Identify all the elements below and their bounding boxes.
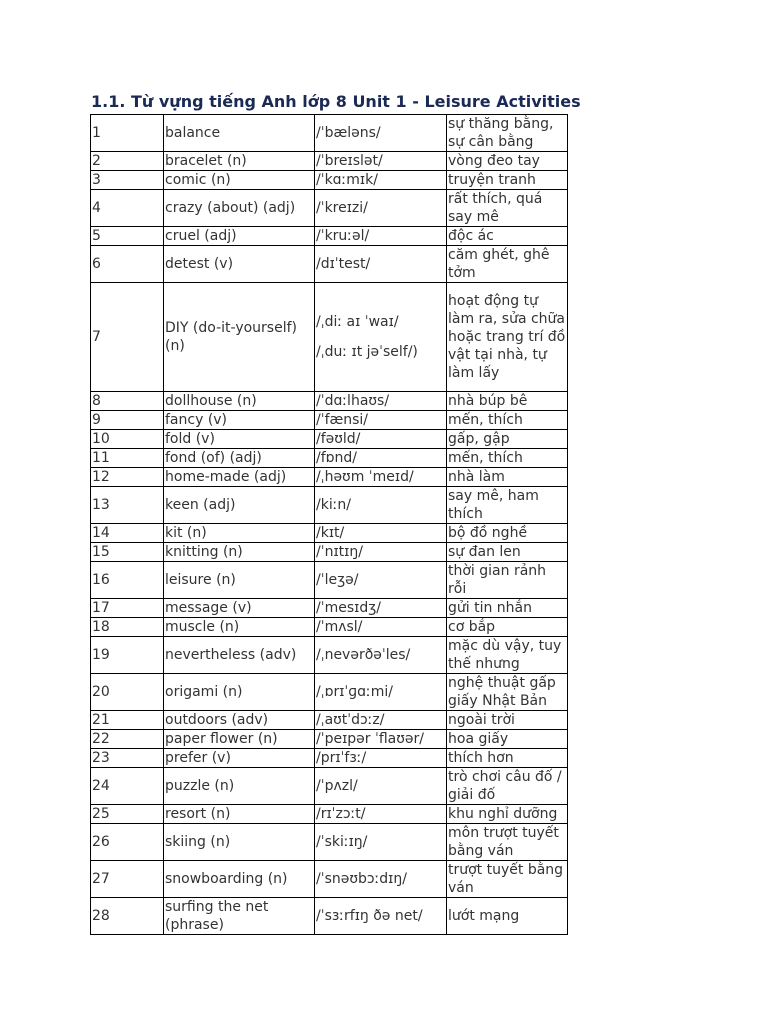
pronunciation-line: /ˌaʊtˈdɔːz/ bbox=[316, 712, 385, 728]
pronunciation-line: /ˈsnəʊbɔːdɪŋ/ bbox=[316, 871, 407, 887]
pronunciation bbox=[315, 543, 447, 562]
row-number: 15 bbox=[91, 543, 164, 562]
meaning: hoa giấy bbox=[447, 730, 568, 749]
table-row bbox=[91, 674, 568, 711]
pronunciation-line: /ˈkɑːmɪk/ bbox=[316, 172, 378, 188]
meaning: hoạt động tự làm ra, sửa chữa hoặc trang trí đồ vật tại nhà, tự làm lấy bbox=[447, 283, 568, 392]
table-row bbox=[91, 246, 568, 283]
pronunciation-line: /ˈfænsi/ bbox=[316, 412, 369, 428]
pronunciation-line: /ˈskiːɪŋ/ bbox=[316, 834, 368, 850]
meaning: mặc dù vậy, tuy thế nhưng bbox=[447, 637, 568, 674]
pronunciation-gap bbox=[316, 331, 445, 343]
row-number: 28 bbox=[91, 898, 164, 935]
pronunciation-line: /ˈmʌsl/ bbox=[316, 619, 363, 635]
pronunciation-line: /ˈnɪtɪŋ/ bbox=[316, 544, 363, 560]
pronunciation bbox=[315, 115, 447, 152]
meaning: độc ác bbox=[447, 227, 568, 246]
pronunciation-line: /ˌhəʊm ˈmeɪd/ bbox=[316, 469, 414, 485]
meaning: trò chơi câu đố / giải đố bbox=[447, 768, 568, 805]
pronunciation bbox=[315, 171, 447, 190]
meaning: gửi tin nhắn bbox=[447, 599, 568, 618]
vocab-word: kit (n) bbox=[164, 524, 315, 543]
vocab-word: dollhouse (n) bbox=[164, 392, 315, 411]
pronunciation bbox=[315, 711, 447, 730]
vocab-word: puzzle (n) bbox=[164, 768, 315, 805]
table-row bbox=[91, 392, 568, 411]
row-number: 21 bbox=[91, 711, 164, 730]
meaning: sự thăng bằng, sự cân bằng bbox=[447, 115, 568, 152]
pronunciation-line: /ˌɒrɪˈɡɑːmi/ bbox=[316, 684, 393, 700]
meaning: truyện tranh bbox=[447, 171, 568, 190]
row-number: 1 bbox=[91, 115, 164, 152]
pronunciation-line: /kiːn/ bbox=[316, 497, 352, 513]
pronunciation bbox=[315, 468, 447, 487]
row-number: 22 bbox=[91, 730, 164, 749]
row-number: 20 bbox=[91, 674, 164, 711]
pronunciation bbox=[315, 599, 447, 618]
table-row bbox=[91, 543, 568, 562]
meaning: mến, thích bbox=[447, 449, 568, 468]
meaning: cơ bắp bbox=[447, 618, 568, 637]
table-row bbox=[91, 190, 568, 227]
pronunciation-line: /ˈdɑːlhaʊs/ bbox=[316, 393, 390, 409]
pronunciation-line: /ˌdiː aɪ ˈwaɪ/ bbox=[316, 314, 399, 330]
pronunciation-line: /rɪˈzɔːt/ bbox=[316, 806, 366, 822]
page-title: 1.1. Từ vựng tiếng Anh lớp 8 Unit 1 - Leisure Activities bbox=[91, 92, 581, 111]
row-number: 4 bbox=[91, 190, 164, 227]
pronunciation bbox=[315, 190, 447, 227]
table-row bbox=[91, 599, 568, 618]
row-number: 18 bbox=[91, 618, 164, 637]
pronunciation-line: /ˈkruːəl/ bbox=[316, 228, 370, 244]
vocab-word: origami (n) bbox=[164, 674, 315, 711]
vocab-word: prefer (v) bbox=[164, 749, 315, 768]
pronunciation bbox=[315, 749, 447, 768]
pronunciation bbox=[315, 637, 447, 674]
pronunciation-line: /ˈleʒə/ bbox=[316, 572, 359, 588]
table-row bbox=[91, 152, 568, 171]
vocab-word: resort (n) bbox=[164, 805, 315, 824]
table-row bbox=[91, 468, 568, 487]
pronunciation bbox=[315, 768, 447, 805]
pronunciation-line: /ˈbreɪslət/ bbox=[316, 153, 383, 169]
pronunciation-line: /ˈkreɪzi/ bbox=[316, 200, 368, 216]
row-number: 11 bbox=[91, 449, 164, 468]
pronunciation bbox=[315, 411, 447, 430]
row-number: 24 bbox=[91, 768, 164, 805]
row-number: 12 bbox=[91, 468, 164, 487]
pronunciation bbox=[315, 562, 447, 599]
table-row bbox=[91, 115, 568, 152]
table-row bbox=[91, 898, 568, 935]
vocab-word: message (v) bbox=[164, 599, 315, 618]
row-number: 14 bbox=[91, 524, 164, 543]
pronunciation-line: /prɪˈfɜː/ bbox=[316, 750, 367, 766]
vocab-word: nevertheless (adv) bbox=[164, 637, 315, 674]
meaning: lướt mạng bbox=[447, 898, 568, 935]
pronunciation bbox=[315, 730, 447, 749]
row-number: 10 bbox=[91, 430, 164, 449]
pronunciation-line: /dɪˈtest/ bbox=[316, 256, 371, 272]
pronunciation-line: /ˌduː ɪt jəˈself/) bbox=[316, 344, 418, 360]
meaning: ngoài trời bbox=[447, 711, 568, 730]
table-row bbox=[91, 861, 568, 898]
pronunciation bbox=[315, 898, 447, 935]
table-row bbox=[91, 487, 568, 524]
table-row bbox=[91, 562, 568, 599]
pronunciation bbox=[315, 246, 447, 283]
table-row bbox=[91, 730, 568, 749]
vocabulary-table bbox=[90, 114, 568, 935]
vocab-word: snowboarding (n) bbox=[164, 861, 315, 898]
pronunciation-line: /kɪt/ bbox=[316, 525, 345, 541]
vocab-word: paper flower (n) bbox=[164, 730, 315, 749]
row-number: 26 bbox=[91, 824, 164, 861]
row-number: 5 bbox=[91, 227, 164, 246]
meaning: rất thích, quá say mê bbox=[447, 190, 568, 227]
table-row bbox=[91, 637, 568, 674]
vocab-word: keen (adj) bbox=[164, 487, 315, 524]
table-row bbox=[91, 283, 568, 392]
row-number: 16 bbox=[91, 562, 164, 599]
vocab-word: home-made (adj) bbox=[164, 468, 315, 487]
vocab-word: balance bbox=[164, 115, 315, 152]
pronunciation-line: /fəʊld/ bbox=[316, 431, 361, 447]
vocab-word: comic (n) bbox=[164, 171, 315, 190]
vocab-word: fond (of) (adj) bbox=[164, 449, 315, 468]
meaning: nhà làm bbox=[447, 468, 568, 487]
table-row bbox=[91, 768, 568, 805]
row-number: 27 bbox=[91, 861, 164, 898]
meaning: môn trượt tuyết bằng ván bbox=[447, 824, 568, 861]
pronunciation bbox=[315, 861, 447, 898]
pronunciation-line: /ˈmesɪdʒ/ bbox=[316, 600, 382, 616]
row-number: 9 bbox=[91, 411, 164, 430]
pronunciation bbox=[315, 805, 447, 824]
meaning: căm ghét, ghê tởm bbox=[447, 246, 568, 283]
row-number: 19 bbox=[91, 637, 164, 674]
pronunciation bbox=[315, 524, 447, 543]
vocab-word: fold (v) bbox=[164, 430, 315, 449]
vocab-word: crazy (about) (adj) bbox=[164, 190, 315, 227]
row-number: 23 bbox=[91, 749, 164, 768]
row-number: 2 bbox=[91, 152, 164, 171]
row-number: 8 bbox=[91, 392, 164, 411]
pronunciation-line: /fɒnd/ bbox=[316, 450, 358, 466]
row-number: 6 bbox=[91, 246, 164, 283]
vocab-word: muscle (n) bbox=[164, 618, 315, 637]
pronunciation bbox=[315, 674, 447, 711]
table-row bbox=[91, 618, 568, 637]
meaning: say mê, ham thích bbox=[447, 487, 568, 524]
vocab-word: knitting (n) bbox=[164, 543, 315, 562]
meaning: trượt tuyết bằng ván bbox=[447, 861, 568, 898]
meaning: bộ đồ nghề bbox=[447, 524, 568, 543]
vocab-word: bracelet (n) bbox=[164, 152, 315, 171]
meaning: vòng đeo tay bbox=[447, 152, 568, 171]
vocab-word: outdoors (adv) bbox=[164, 711, 315, 730]
table-row bbox=[91, 711, 568, 730]
vocab-word: DIY (do-it-yourself) (n) bbox=[164, 283, 315, 392]
pronunciation bbox=[315, 283, 447, 392]
table-row bbox=[91, 824, 568, 861]
vocab-word: cruel (adj) bbox=[164, 227, 315, 246]
pronunciation bbox=[315, 487, 447, 524]
vocab-word: surfing the net (phrase) bbox=[164, 898, 315, 935]
pronunciation-line: /ˈsɜːrfɪŋ ðə net/ bbox=[316, 908, 423, 924]
meaning: thích hơn bbox=[447, 749, 568, 768]
meaning: sự đan len bbox=[447, 543, 568, 562]
row-number: 13 bbox=[91, 487, 164, 524]
meaning: thời gian rảnh rỗi bbox=[447, 562, 568, 599]
pronunciation-line: /ˌnevərðəˈles/ bbox=[316, 647, 411, 663]
table-row bbox=[91, 524, 568, 543]
table-row bbox=[91, 449, 568, 468]
table-row bbox=[91, 805, 568, 824]
meaning: nhà búp bê bbox=[447, 392, 568, 411]
meaning: gấp, gập bbox=[447, 430, 568, 449]
vocab-word: detest (v) bbox=[164, 246, 315, 283]
pronunciation-line: /ˈbæləns/ bbox=[316, 125, 381, 141]
row-number: 7 bbox=[91, 283, 164, 392]
table-row bbox=[91, 227, 568, 246]
pronunciation bbox=[315, 618, 447, 637]
pronunciation-line: /ˈpʌzl/ bbox=[316, 778, 358, 794]
meaning: khu nghỉ dưỡng bbox=[447, 805, 568, 824]
pronunciation bbox=[315, 392, 447, 411]
row-number: 17 bbox=[91, 599, 164, 618]
table-row bbox=[91, 171, 568, 190]
pronunciation-line: /ˈpeɪpər ˈflaʊər/ bbox=[316, 731, 424, 747]
pronunciation bbox=[315, 449, 447, 468]
vocab-word: fancy (v) bbox=[164, 411, 315, 430]
pronunciation bbox=[315, 152, 447, 171]
table-row bbox=[91, 411, 568, 430]
meaning: mến, thích bbox=[447, 411, 568, 430]
pronunciation bbox=[315, 430, 447, 449]
table-row bbox=[91, 430, 568, 449]
row-number: 3 bbox=[91, 171, 164, 190]
vocab-word: leisure (n) bbox=[164, 562, 315, 599]
pronunciation bbox=[315, 824, 447, 861]
pronunciation bbox=[315, 227, 447, 246]
meaning: nghệ thuật gấp giấy Nhật Bản bbox=[447, 674, 568, 711]
table-row bbox=[91, 749, 568, 768]
row-number: 25 bbox=[91, 805, 164, 824]
vocabulary-table-body bbox=[91, 115, 568, 935]
vocab-word: skiing (n) bbox=[164, 824, 315, 861]
